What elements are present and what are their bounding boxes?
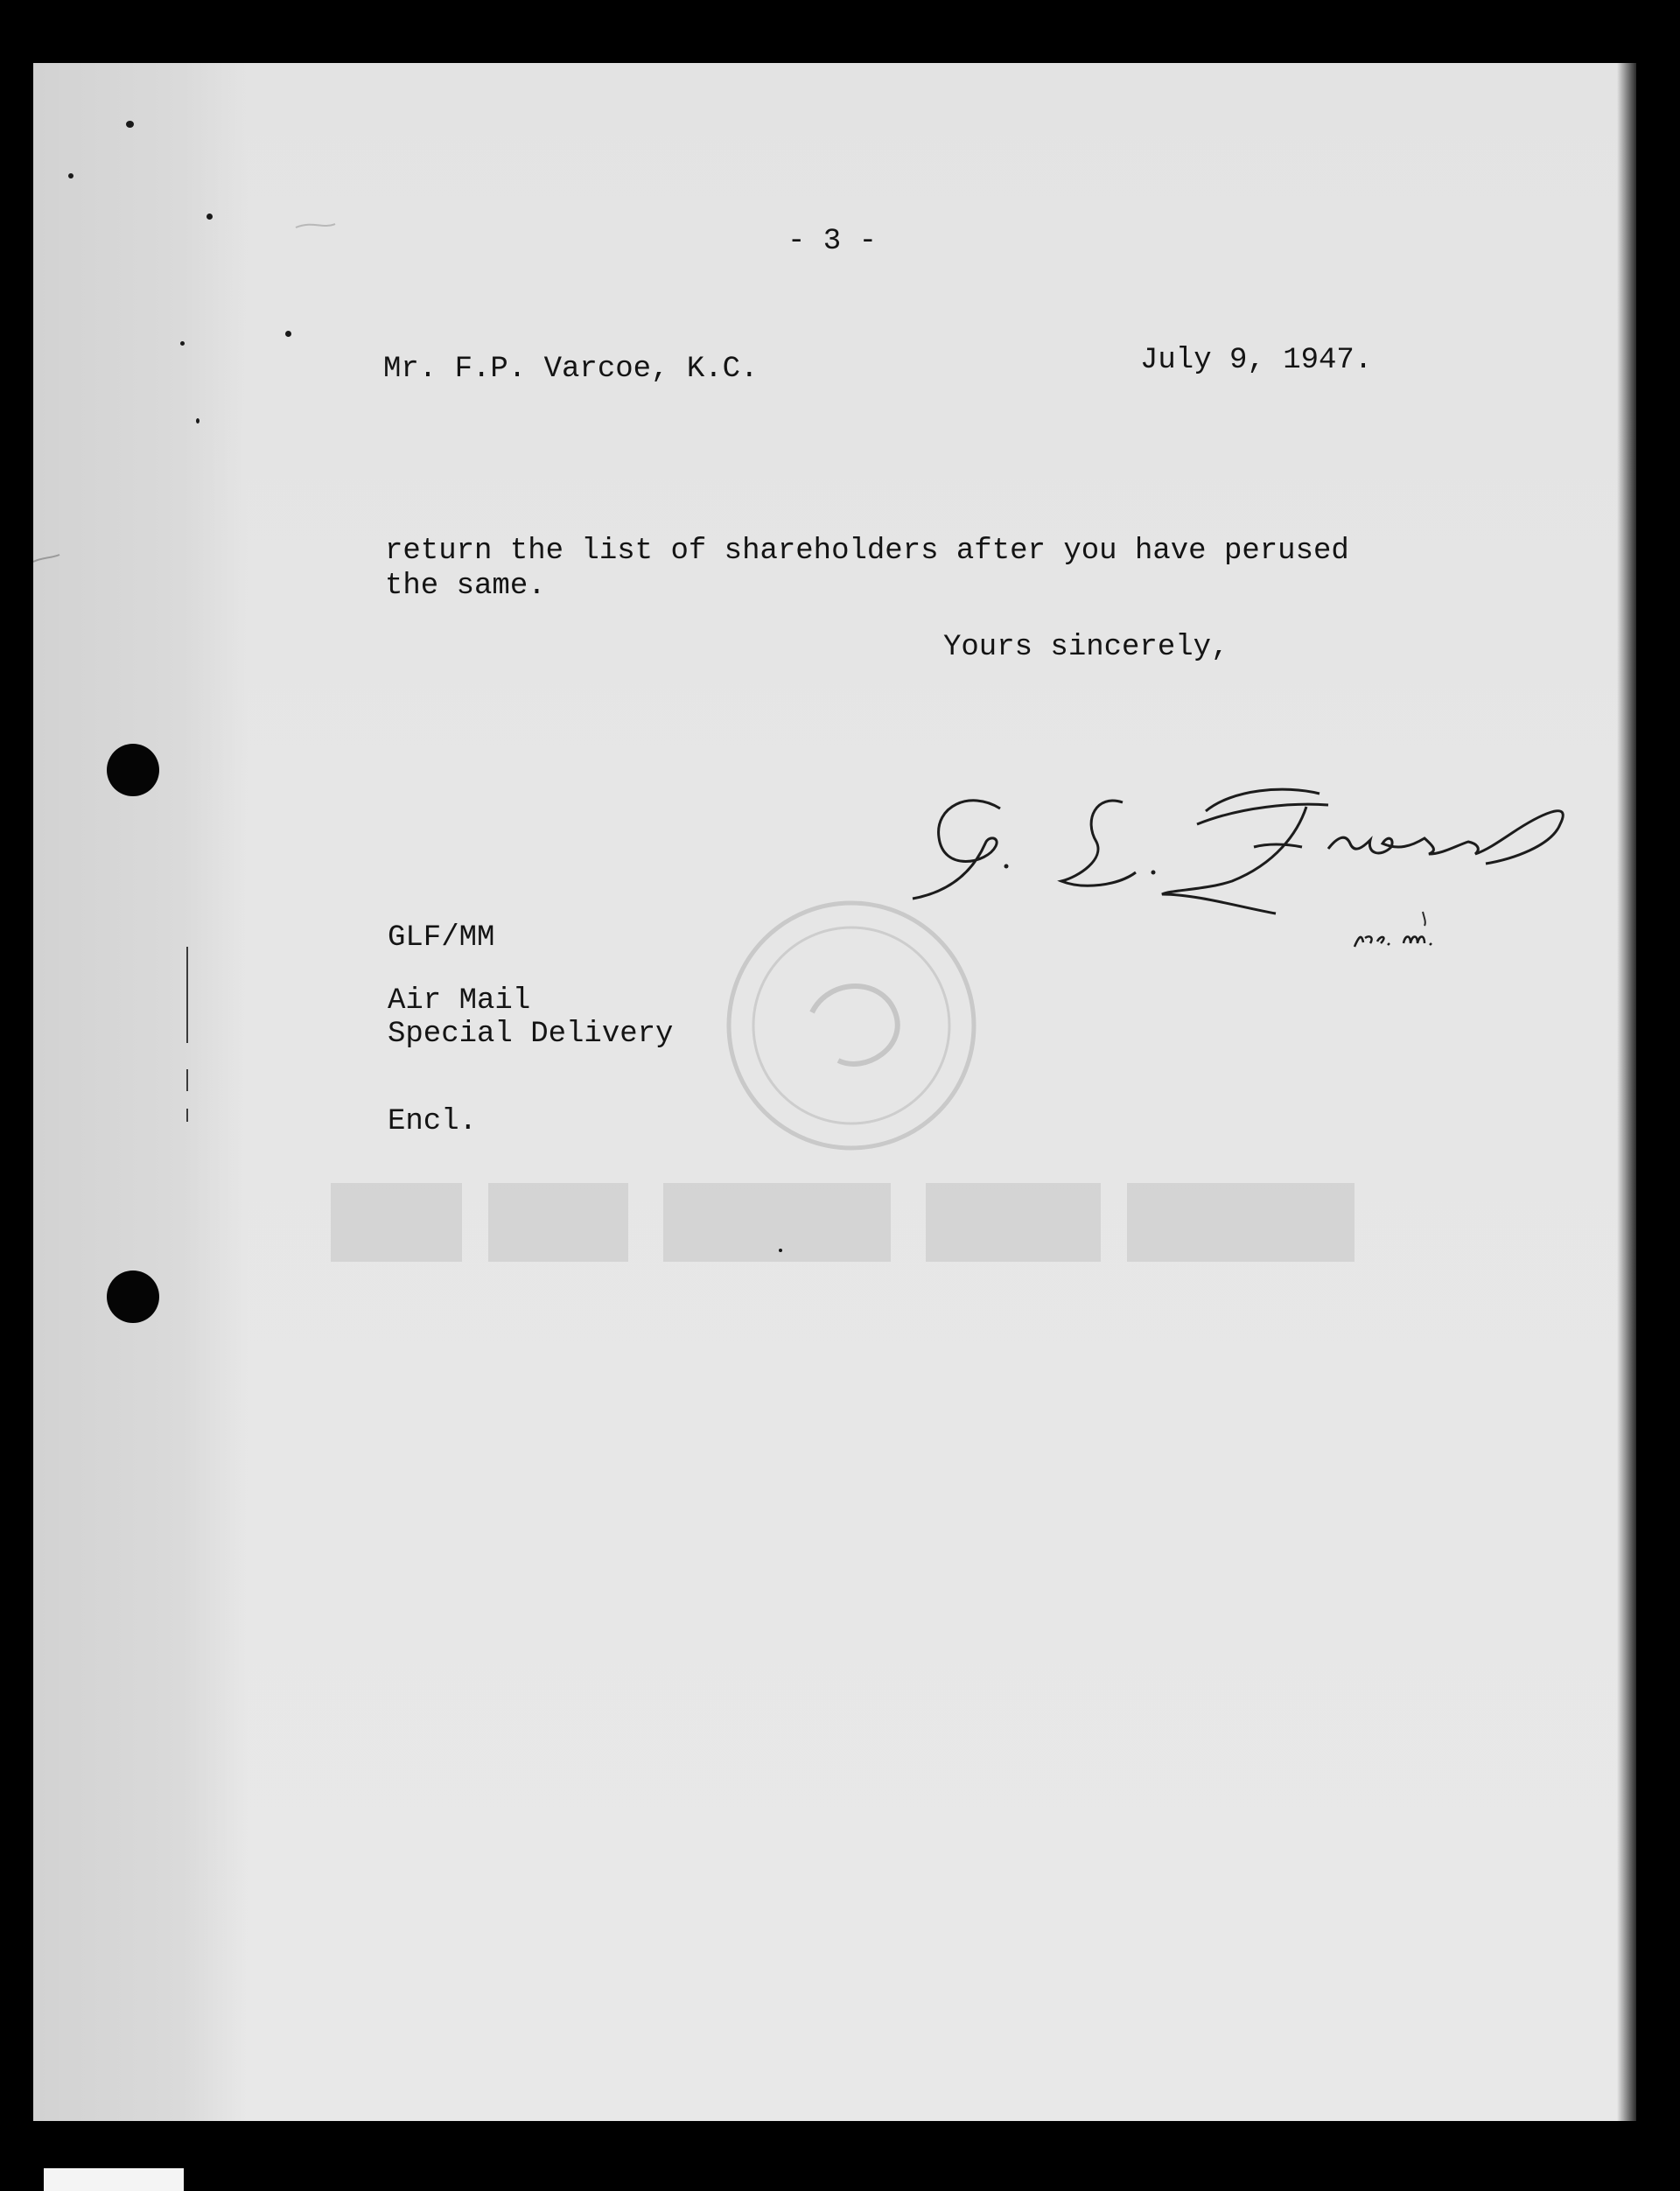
body-line: return the list of shareholders after you have perused	[385, 535, 1349, 568]
reference-initials: GLF/MM	[388, 921, 495, 955]
punch-hole-bottom	[107, 1270, 159, 1323]
punch-hole-top	[107, 744, 159, 796]
recipient-name: Mr. F.P. Varcoe, K.C.	[383, 353, 759, 386]
handwritten-signature	[908, 763, 1591, 956]
bleed-through-watermark	[331, 1166, 1381, 1270]
delivery-method: Air Mail	[388, 984, 531, 1018]
closing: Yours sincerely,	[943, 631, 1229, 664]
scan-label-tab	[44, 2168, 184, 2191]
scratch-marks	[33, 203, 401, 728]
document-page	[33, 63, 1636, 2121]
enclosure-note: Encl.	[388, 1105, 478, 1138]
body-line: the same.	[385, 570, 546, 603]
margin-line	[182, 947, 192, 1148]
page-number: - 3 -	[788, 225, 878, 258]
delivery-method: Special Delivery	[388, 1018, 674, 1051]
speck-mark	[126, 121, 134, 128]
letter-date: July 9, 1947.	[1140, 344, 1373, 377]
speck-mark	[68, 173, 74, 178]
